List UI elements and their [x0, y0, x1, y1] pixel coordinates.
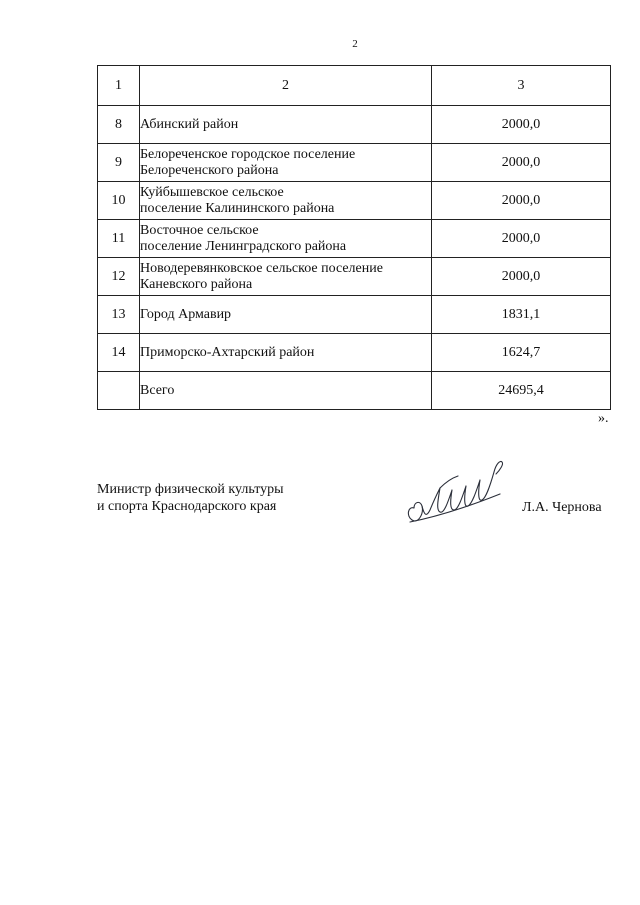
row-municipality: Восточное сельское поселение Ленинградского района — [140, 220, 432, 258]
row-number: 12 — [98, 258, 140, 296]
row-number: 11 — [98, 220, 140, 258]
closing-quote: ». — [598, 411, 609, 426]
page-number: 2 — [352, 38, 358, 50]
row-amount: 2000,0 — [432, 182, 611, 220]
table-row — [98, 182, 611, 220]
row-municipality: Новодеревянковское сельское поселение Каневского района — [140, 258, 432, 296]
table-total-row — [98, 372, 611, 410]
row-municipality: Абинский район — [140, 106, 432, 144]
signatory-title-line-1: Министр физической культуры — [97, 482, 284, 497]
table-row — [98, 144, 611, 182]
row-number: 9 — [98, 144, 140, 182]
row-number: 10 — [98, 182, 140, 220]
table-row — [98, 220, 611, 258]
table-row — [98, 296, 611, 334]
row-amount: 2000,0 — [432, 220, 611, 258]
signatory-title — [97, 481, 284, 515]
table-row — [98, 334, 611, 372]
row-amount: 1831,1 — [432, 296, 611, 334]
signatory-title-line-2: и спорта Краснодарского края — [97, 499, 277, 514]
row-amount: 2000,0 — [432, 106, 611, 144]
table-row — [98, 258, 611, 296]
row-amount: 2000,0 — [432, 144, 611, 182]
row-municipality: Куйбышевское сельское поселение Калининского района — [140, 182, 432, 220]
allocation-table — [97, 65, 611, 410]
total-label: Всего — [140, 372, 432, 410]
row-number: 13 — [98, 296, 140, 334]
total-amount: 24695,4 — [432, 372, 611, 410]
table-row — [98, 106, 611, 144]
row-municipality: Город Армавир — [140, 296, 432, 334]
row-municipality: Приморско-Ахтарский район — [140, 334, 432, 372]
row-amount: 1624,7 — [432, 334, 611, 372]
row-number: 8 — [98, 106, 140, 144]
handwritten-signature — [400, 448, 510, 530]
column-header-number: 1 — [98, 66, 140, 106]
column-header-name: 2 — [140, 66, 432, 106]
total-number — [98, 372, 140, 410]
signatory-name: Л.А. Чернова — [522, 500, 602, 515]
row-amount: 2000,0 — [432, 258, 611, 296]
row-number: 14 — [98, 334, 140, 372]
table-header-row — [98, 66, 611, 106]
column-header-amount: 3 — [432, 66, 611, 106]
row-municipality: Белореченское городское поселение Белореченского района — [140, 144, 432, 182]
